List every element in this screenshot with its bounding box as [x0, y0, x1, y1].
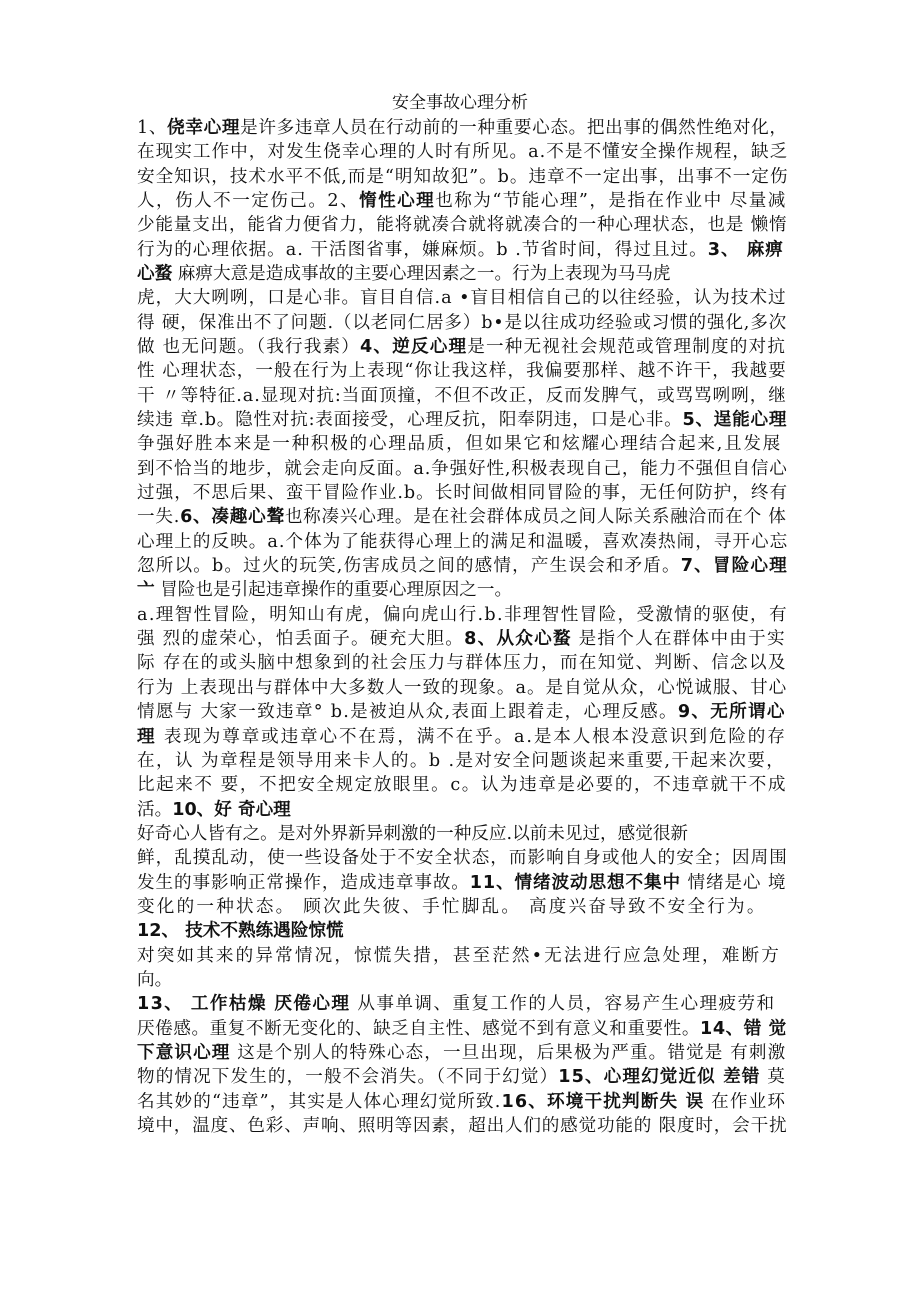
text-line: [137, 798, 291, 822]
text-run: 强 烈的虚荣心，怕丢面子。硬充大胆。: [137, 629, 465, 650]
text-run: 情愿与 大家一致违章° b.是被迫从众,表面上跟着走，心理反感。: [137, 702, 678, 723]
text-run: 续违 章.b。隐性对抗:表面接受，心理反抗，阳奉阴违，口是心非。: [137, 410, 683, 431]
bold-term: 理: [137, 726, 157, 747]
text-run: 行为的心理依据。a. 干活图省事，嫌麻烦。b .节省时间，得过且过。: [137, 239, 708, 260]
text-line: [137, 676, 787, 700]
bold-term: 下意识心理: [137, 1042, 231, 1063]
text-line: [137, 968, 172, 992]
text-run: 表现为尊章或违章心不在焉，满不在乎。a.是本人根本没意识到危险的存: [156, 726, 787, 747]
text-run: 是一种无视社会规范或管理制度的对抗: [467, 337, 787, 358]
text-run: 是许多违章人员在行动前的一种重要心态。把出事的偶然性绝对化，: [240, 118, 788, 138]
text-line: [137, 700, 786, 724]
text-line: [137, 1114, 787, 1138]
text-line: [137, 530, 788, 554]
bold-term: 惰性心理: [359, 191, 436, 212]
text-run: 行为 上表现出与群体中大多数人一致的现象。a。是自觉从众，心悦诚服、甘心: [137, 677, 788, 698]
text-line: [137, 116, 788, 140]
text-run: 活。: [137, 799, 173, 820]
text-line: [137, 1065, 786, 1089]
text-line: [137, 603, 788, 627]
text-run: 做 也无问题。（我行我素）: [137, 337, 361, 358]
text-run: 1、: [137, 118, 168, 138]
text-run: 对突如其来的异常情况，惊慌失措，甚至茫然•无法进行应急处理，难断方: [137, 945, 781, 966]
text-line: [137, 238, 784, 262]
text-line: [137, 627, 786, 651]
bold-term: 8、从众心蝥: [464, 629, 572, 650]
text-run: 过强，不思后果、蛮干冒险作业.b。长时间做相同冒险的事，无任何防护，终有: [137, 483, 789, 504]
text-line: [137, 505, 787, 529]
bold-term: 12、 技术不熟练遇险惊慌: [137, 921, 344, 942]
text-run: 在作业环: [704, 1091, 787, 1112]
bold-term: 7、冒险心理: [680, 556, 788, 577]
text-line: [137, 749, 785, 773]
text-line: [137, 578, 512, 602]
text-run: 莫: [760, 1067, 786, 1088]
bold-term: 9、无所谓心: [677, 702, 786, 723]
text-run: 境中，温度、色彩、声响、照明等因素，超出人们的感觉功能的 限度时，会干扰: [137, 1115, 788, 1136]
bold-term: 15、心理幻觉近似 差错: [558, 1067, 761, 1088]
bold-term: 心蝥: [137, 264, 173, 285]
text-line: [137, 554, 788, 578]
text-run: 这是个别人的特殊心态，一旦出现，后果极为严重。错觉是 有刺激: [230, 1042, 787, 1063]
bold-term: 11、情绪波动思想不集中: [469, 872, 681, 893]
text-line: [137, 822, 688, 846]
bold-term: 3、 麻痹: [707, 239, 784, 260]
bold-term: 亠: [137, 580, 155, 601]
text-line: [137, 725, 787, 749]
text-line: [137, 311, 787, 335]
bold-term: 6、凑趣心聱: [180, 507, 285, 528]
text-line: [137, 286, 787, 310]
text-line: [137, 384, 787, 408]
text-run: 是指个人在群体中由于实: [571, 629, 786, 650]
text-run: 比起来不 要，不把安全规定放眼里。c。认为违章是必要的，不违章就干不成: [137, 775, 788, 796]
text-run: 情绪是心 境: [680, 872, 787, 893]
text-run: 从事单调、重复工作的人员，容易产生心理疲劳和: [350, 994, 776, 1015]
text-line: [137, 1041, 786, 1065]
text-run: 少能量支出，能省力便省力，能将就凑合就将就凑合的一种心理状态，也是 懒惰: [137, 215, 788, 236]
text-line: [137, 140, 788, 164]
text-run: 发生的事影响正常操作，造成违章事故。: [137, 872, 470, 893]
bold-term: 10、好 奇心理: [172, 799, 291, 820]
text-run: 在，认 为章程是领导用来卡人的。b .是对安全问题谈起来重要,干起来次要，: [137, 750, 786, 771]
text-run: 也称凑兴心理。是在社会群体成员之间人际关系融洽而在个 体: [284, 507, 787, 528]
text-run: 厌倦感。重复不断无变化的、缺乏自主性、感觉不到有意义和重要性。: [137, 1018, 701, 1039]
text-line: [137, 1017, 787, 1041]
text-line: [137, 651, 787, 675]
text-run: 向。: [137, 969, 173, 990]
text-run: 安全知识，技术水平不低,而是“明知故犯”。b。违章不一定出事，出事不一定伤: [137, 166, 789, 187]
text-line: [137, 944, 781, 968]
text-run: 心理上的反映。a.个体为了能获得心理上的满足和温暖，喜欢凑热闹，寻开心忘: [137, 531, 789, 552]
text-line: [137, 846, 788, 870]
text-line: [137, 871, 786, 895]
text-run: 也称为“节能心理”，是指在作业中 尽量减: [435, 191, 787, 212]
text-run: 好奇心人皆有之。是对外界新异刺激的一种反应.以前未见过，感觉很新: [137, 823, 689, 844]
text-run: 忽所以。b。过火的玩笑,伤害成员之间的感情，产生误会和矛盾。: [137, 556, 681, 577]
text-run: 物的情况下发生的，一般不会消失。（不同于幻觉）: [137, 1067, 559, 1088]
text-run: a.理智性冒险，明知山有虎，偏向虎山行.b.非理智性冒险，受激情的驱使，有: [137, 604, 788, 625]
text-line: [137, 213, 787, 237]
text-run: 性 心理状态，一般在行为上表现“你让我这样，我偏要那样、越不许干，我越要: [137, 361, 787, 382]
text-line: [137, 481, 788, 505]
bold-term: 16、环境干扰判断失 误: [501, 1091, 705, 1112]
text-line: [137, 189, 787, 213]
text-run: 到不恰当的地步，就会走向反面。a.争强好性,积极表现自己，能力不强但自信心: [137, 458, 788, 479]
text-line: [137, 359, 787, 383]
text-line: [137, 262, 670, 286]
text-line: [137, 457, 788, 481]
text-line: [137, 408, 787, 432]
text-run: 麻痹大意是造成事故的主要心理因素之一。行为上表现为马马虎: [172, 264, 671, 285]
text-run: 干 〃等特征.a.显现对抗:当面顶撞，不但不改正，反而发脾气，或骂骂咧咧，继: [137, 385, 787, 406]
text-run: 得 硬，保准出不了问题.（以老同仁居多）b•是以往成功经验或习惯的强化,多次: [137, 312, 788, 333]
text-run: 冒险也是引起违章操作的重要心理原因之一。: [154, 580, 513, 601]
text-line: [137, 335, 786, 359]
text-line: [137, 773, 787, 797]
bold-term: 4、逆反心理: [360, 337, 468, 358]
document-title: 安全事故心理分析: [392, 93, 528, 113]
text-run: 在现实工作中，对发生侥幸心理的人时有所见。a.不是不懂安全操作规程，缺乏: [137, 142, 789, 163]
text-run: 鲜，乱摸乱动，使一些设备处于不安全状态，而影响自身或他人的安全；因周围: [137, 848, 788, 869]
text-run: 争强好胜本来是一种积极的心理品质，但如果它和炫耀心理结合起来,且发展: [137, 434, 783, 455]
text-line: [137, 895, 767, 919]
text-line: [137, 1090, 786, 1114]
text-run: 人，伤人不一定伤己。2、: [137, 191, 360, 212]
text-run: 名其妙的“违章”，其实是人体心理幻觉所致.: [137, 1091, 502, 1112]
bold-term: 14、错 觉: [700, 1018, 787, 1039]
text-line: [137, 432, 782, 456]
bold-term: 5、逞能心理: [682, 410, 788, 431]
text-line: [137, 992, 775, 1016]
text-run: 一失.: [137, 507, 181, 528]
text-run: 际 存在的或头脑中想象到的社会压力与群体压力，而在知觉、判断、信念以及: [137, 653, 787, 674]
text-line: [137, 919, 344, 943]
text-run: 变化的一种状态。 顾次此失彼、手忙脚乱。 高度兴奋导致不安全行为。: [137, 896, 767, 917]
text-line: [137, 165, 788, 189]
bold-term: 侥幸心理: [167, 118, 241, 138]
bold-term: 13、 工作枯燥 厌倦心理: [137, 994, 351, 1015]
text-run: 虎，大大咧咧，口是心非。盲目自信.a •盲目相信自己的以往经验，认为技术过: [137, 288, 787, 309]
